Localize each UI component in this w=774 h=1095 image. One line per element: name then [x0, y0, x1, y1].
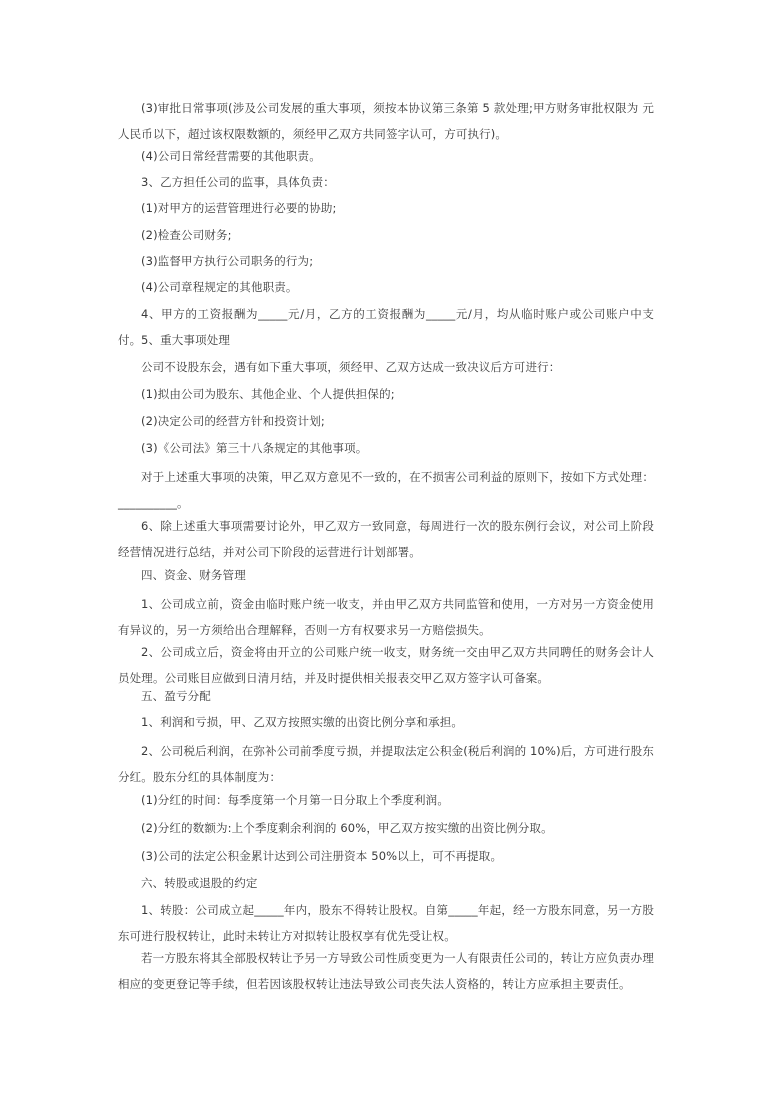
- list-item: (1)对甲方的运营管理进行必要的协助;: [141, 201, 337, 215]
- section-heading: 5、重大事项处理: [141, 333, 231, 347]
- paragraph-salary: 4、甲方的工资报酬为_____元/月，乙方的工资报酬为_____元/月，均从临时账户或公司账户中支付。: [118, 307, 654, 347]
- paragraph-other-duties: (4)公司日常经营需要的其他职责。: [141, 149, 321, 163]
- list-item: (2)分红的数额为:上个季度剩余利润的 60%，甲乙双方按实缴的出资比例分取。: [141, 821, 553, 835]
- list-item: (3)监督甲方执行公司职务的行为;: [141, 254, 314, 268]
- paragraph-funds-before: 1、公司成立前，资金由临时账户统一收支，并由甲乙双方共同监管和使用，一方对另一方资金使用有异议的，另一方须给出合理解释，否则一方有权要求另一方赔偿损失。: [118, 597, 654, 637]
- paragraph-full-transfer: 若一方股东将其全部股权转让予另一方导致公司性质变更为一人有限责任公司的，转让方应负责办理相应的变更登记等手续，但若因该股权转让违法导致公司丧失法人资格的，转让方应承担主要责任。: [118, 951, 654, 991]
- paragraph-major-matters: 公司不设股东会，遇有如下重大事项，须经甲、乙双方达成一致决议后方可进行：: [141, 360, 561, 374]
- list-item: (2)决定公司的经营方针和投资计划;: [141, 414, 325, 428]
- list-item: (3)公司的法定公积金累计达到公司注册资本 50%以上，可不再提取。: [141, 849, 503, 863]
- paragraph-supervisor-role: 3、乙方担任公司的监事，具体负责：: [141, 175, 335, 189]
- paragraph-approval-authority: (3)审批日常事项(涉及公司发展的重大事项，须按本协议第三条第 5 款处理;甲方财务审批权限为 元人民币以下，超过该权限数额的，须经甲乙双方共同签字认可，方可执行)。: [118, 101, 654, 141]
- paragraph-dividends: 2、公司税后利润，在弥补公司前季度亏损，并提取法定公积金(税后利润的 10%)后，方可进行股东分红。股东分红的具体制度为：: [118, 744, 654, 784]
- section-heading: 六、转股或退股的约定: [141, 876, 258, 890]
- list-item: (1)拟由公司为股东、其他企业、个人提供担保的;: [141, 387, 395, 401]
- list-item: (4)公司章程规定的其他职责。: [141, 280, 298, 294]
- list-item: (2)检查公司财务;: [141, 228, 232, 242]
- paragraph-share-transfer: 1、转股：公司成立起_____年内，股东不得转让股权。自第_____年起，经一方股东同意，另一方股东可进行股权转让，此时未转让方对拟转让股权享有优先受让权。: [118, 903, 654, 943]
- section-heading: 四、资金、财务管理: [141, 568, 246, 582]
- paragraph-weekly-meeting: 6、除上述重大事项需要讨论外，甲乙双方一致同意，每周进行一次的股东例行会议，对公司上阶段经营情况进行总结，并对公司下阶段的运营进行计划部署。: [118, 519, 654, 559]
- list-item: (1)分红的时间：每季度第一个月第一日分取上个季度利润。: [141, 793, 449, 807]
- list-item: (3)《公司法》第三十八条规定的其他事项。: [141, 441, 368, 455]
- paragraph-profit-loss: 1、利润和亏损，甲、乙双方按照实缴的出资比例分享和承担。: [141, 715, 464, 729]
- paragraph-funds-after: 2、公司成立后，资金将由开立的公司账户统一收支，财务统一交由甲乙双方共同聘任的财务会计人员处理。公司账目应做到日清月结，并及时提供相关报表交甲乙双方签字认可备案。: [118, 645, 654, 685]
- section-heading: 五、盈亏分配: [141, 689, 211, 703]
- paragraph-disagreement: 对于上述重大事项的决策，甲乙双方意见不一致的，在不损害公司利益的原则下，按如下方式处理：__________。: [118, 470, 654, 510]
